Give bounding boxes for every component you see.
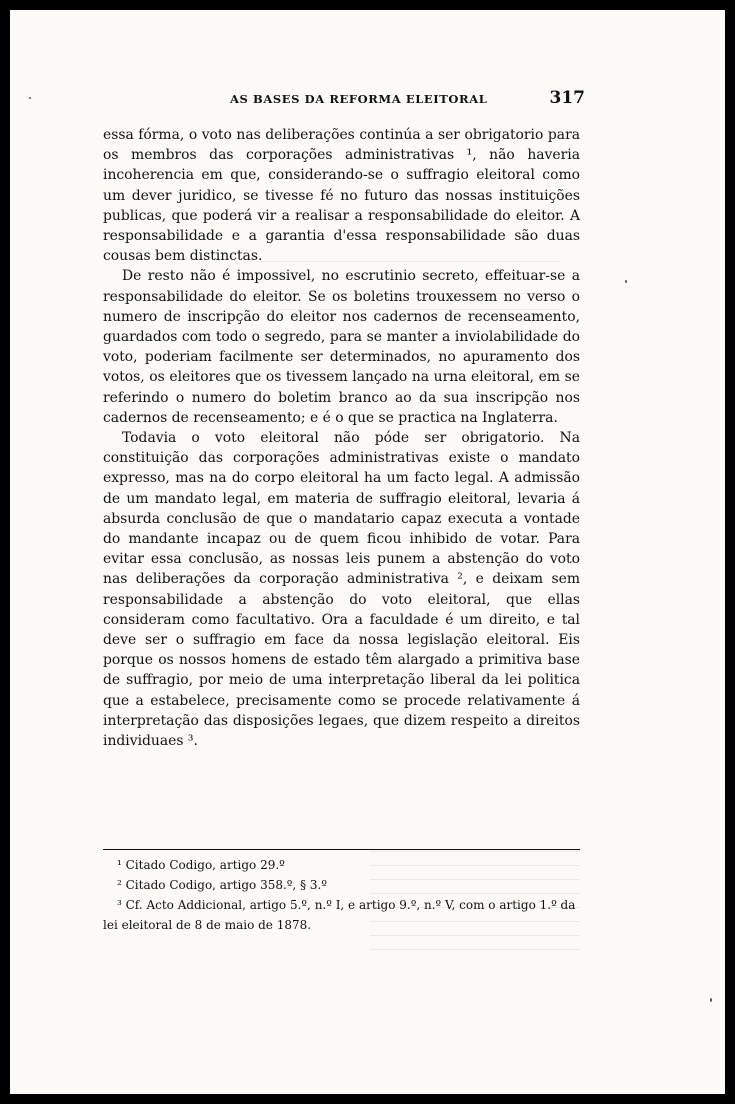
running-title: AS BASES DA REFORMA ELEITORAL	[230, 92, 488, 106]
footnote-divider	[103, 849, 580, 850]
paragraph: essa fórma, o voto nas deliberações continúa a ser obrigatorio para os membros das corporações administrativas ¹, não haveria incoherencia em que, considerando-se o suffragio eleitoral como um dever juridico, se tivesse fé no futuro das nossas instituições publicas, que poderá vir a realisar a responsabilidade do eleitor. A responsabilidade e a garantia d'essa responsabilidade são duas cousas bem distinctas.	[103, 127, 580, 265]
footnote: ² Citado Codigo, artigo 358.º, § 3.º	[117, 878, 327, 892]
dust-speck	[710, 998, 712, 1002]
page-number: 317	[549, 88, 585, 108]
dust-speck	[29, 97, 31, 99]
body-text	[103, 125, 580, 751]
paragraph: Todavia o voto eleitoral não póde ser obrigatorio. Na constituição das corporações administrativas existe o mandato expresso, mas na do corpo eleitoral ha um facto legal. A admissão de um mandato legal, em materia de suffragio eleitoral, levaria á absurda conclusão de que o mandatario capaz executa a vontade do mandante incapaz ou de quem ficou inhibido de votar. Para evitar essa conclusão, as nossas leis punem a abstenção do voto nas deliberações da corporação administrativa ², e deixam sem responsabilidade a abstenção do voto eleitoral, que ellas consideram como facultativo. Ora a faculdade é um direito, e tal deve ser o suffragio em face da nossa legislação eleitoral. Eis porque os nossos homens de estado têm alargado a primitiva base de suffragio, por meio de uma interpretação liberal da lei politica que a estabelece, precisamente como se procede relativamente á interpretação das disposições legaes, que dizem respeito a direitos individuaes ³.	[103, 430, 580, 750]
paragraph: De resto não é impossivel, no escrutinio secreto, effeituar-se a responsabilidade do eleitor. Se os boletins trouxessem no verso o numero de inscripção do eleitor nos cadernos de recenseamento, guardados com todo o segredo, para se manter a inviolabilidade do voto, poderiam facilmente ser determinados, no apuramento dos votos, os eleitores que os tivessem lançado na urna eleitoral, em se referindo o numero do boletim branco ao da sua inscripção nos cadernos de recenseamento; e é o que se practica na Inglaterra.	[103, 268, 580, 426]
footnotes	[103, 855, 580, 935]
running-head	[100, 88, 585, 112]
footnote: ³ Cf. Acto Addicional, artigo 5.º, n.º I, e artigo 9.º, n.º V, com o artigo 1.º da lei eleitoral de 8 de maio de 1878.	[103, 898, 576, 932]
dust-speck	[625, 280, 627, 283]
footnote: ¹ Citado Codigo, artigo 29.º	[117, 858, 285, 872]
scanned-page	[10, 10, 725, 1094]
book-page	[10, 10, 725, 1094]
